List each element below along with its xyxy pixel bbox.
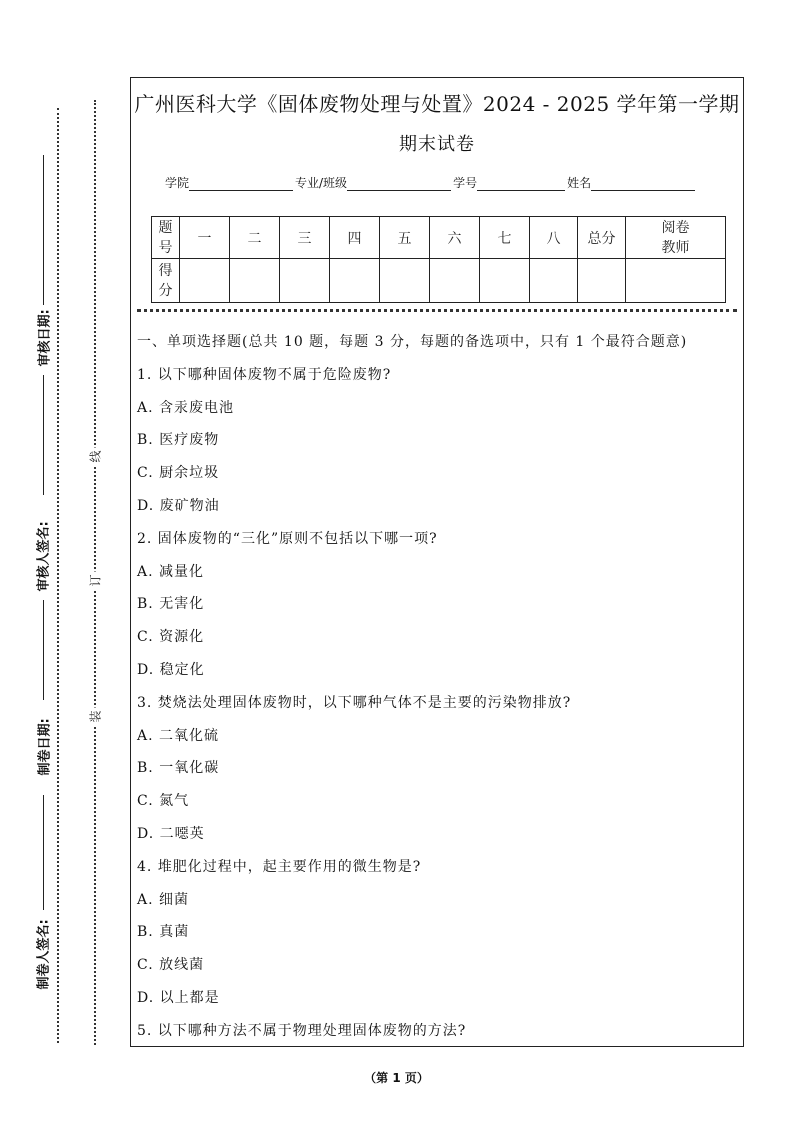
field-id-label: 学号 bbox=[453, 176, 478, 190]
section-separator bbox=[137, 309, 737, 312]
field-college-blank[interactable] bbox=[189, 178, 293, 191]
question-line: 4. 堆肥化过程中，起主要作用的微生物是? bbox=[137, 858, 422, 875]
question-line: 3. 焚烧法处理固体废物时，以下哪种气体不是主要的污染物排放? bbox=[137, 694, 572, 711]
score-cell[interactable] bbox=[480, 259, 530, 303]
option-line: A. 减量化 bbox=[137, 563, 205, 580]
score-cell[interactable] bbox=[330, 259, 380, 303]
score-cell[interactable] bbox=[280, 259, 330, 303]
option-line: C. 氮气 bbox=[137, 793, 190, 810]
score-cell[interactable] bbox=[180, 259, 230, 303]
question-line: 2. 固体废物的“三化”原则不包括以下哪一项? bbox=[137, 530, 438, 547]
field-college-label: 学院 bbox=[165, 176, 190, 190]
binding-mark-bind: 装 bbox=[87, 708, 104, 726]
score-col-total: 总分 bbox=[578, 217, 626, 259]
exam-subtitle: 期末试卷 bbox=[399, 134, 475, 155]
option-line: D. 废矿物油 bbox=[137, 497, 220, 514]
dotted-rule-left bbox=[57, 108, 59, 1043]
option-line: C. 放线菌 bbox=[137, 957, 205, 974]
compile-date-label: 制卷日期: bbox=[37, 718, 53, 776]
score-cell[interactable] bbox=[380, 259, 430, 303]
score-col-4: 四 bbox=[330, 217, 380, 259]
exam-title: 广州医科大学《固体废物处理与处置》2024 - 2025 学年第一学期 bbox=[134, 92, 740, 116]
field-major-blank[interactable] bbox=[347, 178, 451, 191]
score-cell[interactable] bbox=[530, 259, 578, 303]
question-line: 5. 以下哪种方法不属于物理处理固体废物的方法? bbox=[137, 1022, 467, 1039]
score-col-8: 八 bbox=[530, 217, 578, 259]
field-name-blank[interactable] bbox=[591, 178, 695, 191]
option-line: A. 含汞废电池 bbox=[137, 399, 235, 416]
compiler-sign-line bbox=[43, 795, 44, 910]
field-major-label: 专业/班级 bbox=[295, 176, 348, 190]
compile-date-line bbox=[43, 600, 44, 700]
score-table bbox=[151, 216, 726, 303]
option-line: D. 二噁英 bbox=[137, 825, 205, 842]
score-cell[interactable] bbox=[430, 259, 480, 303]
score-col-3: 三 bbox=[280, 217, 330, 259]
question-line: 1. 以下哪种固体废物不属于危险废物? bbox=[137, 366, 392, 383]
section-heading: 一、单项选择题(总共 10 题，每题 3 分，每题的备选项中，只有 1 个最符合题意) bbox=[137, 334, 688, 350]
student-info-row bbox=[165, 174, 697, 191]
score-col-6: 六 bbox=[430, 217, 480, 259]
field-id-blank[interactable] bbox=[477, 178, 565, 191]
score-cell-total[interactable] bbox=[578, 259, 626, 303]
option-line: B. 医疗废物 bbox=[137, 432, 220, 449]
page-number: （第 1 页） bbox=[364, 1071, 429, 1085]
option-line: C. 资源化 bbox=[137, 629, 205, 646]
option-line: B. 一氧化碳 bbox=[137, 760, 220, 777]
score-cell-reviewer[interactable] bbox=[626, 259, 726, 303]
option-line: C. 厨余垃圾 bbox=[137, 465, 220, 482]
compiler-sign-label: 制卷人签名: bbox=[36, 919, 52, 990]
score-table-row-label: 得 分 bbox=[152, 259, 180, 303]
score-col-7: 七 bbox=[480, 217, 530, 259]
option-line: B. 真菌 bbox=[137, 924, 190, 941]
score-col-2: 二 bbox=[230, 217, 280, 259]
score-table-header-label: 题 号 bbox=[152, 217, 180, 259]
reviewer-sign-line bbox=[43, 375, 44, 495]
exam-frame bbox=[130, 77, 744, 1047]
option-line: A. 二氧化硫 bbox=[137, 727, 220, 744]
option-line: D. 以上都是 bbox=[137, 989, 220, 1006]
score-col-5: 五 bbox=[380, 217, 430, 259]
score-cell[interactable] bbox=[230, 259, 280, 303]
field-name-label: 姓名 bbox=[567, 176, 592, 190]
binding-mark-line: 线 bbox=[87, 448, 104, 466]
binding-mark-staple: 订 bbox=[87, 572, 104, 590]
reviewer-sign-label: 审核人签名: bbox=[36, 521, 52, 592]
score-col-reviewer: 阅卷 教师 bbox=[626, 217, 726, 259]
option-line: A. 细菌 bbox=[137, 891, 190, 908]
review-date-label: 审核日期: bbox=[37, 309, 53, 367]
review-date-line bbox=[43, 155, 44, 305]
option-line: B. 无害化 bbox=[137, 596, 205, 613]
score-col-1: 一 bbox=[180, 217, 230, 259]
question-list bbox=[137, 332, 737, 1054]
option-line: D. 稳定化 bbox=[137, 661, 205, 678]
